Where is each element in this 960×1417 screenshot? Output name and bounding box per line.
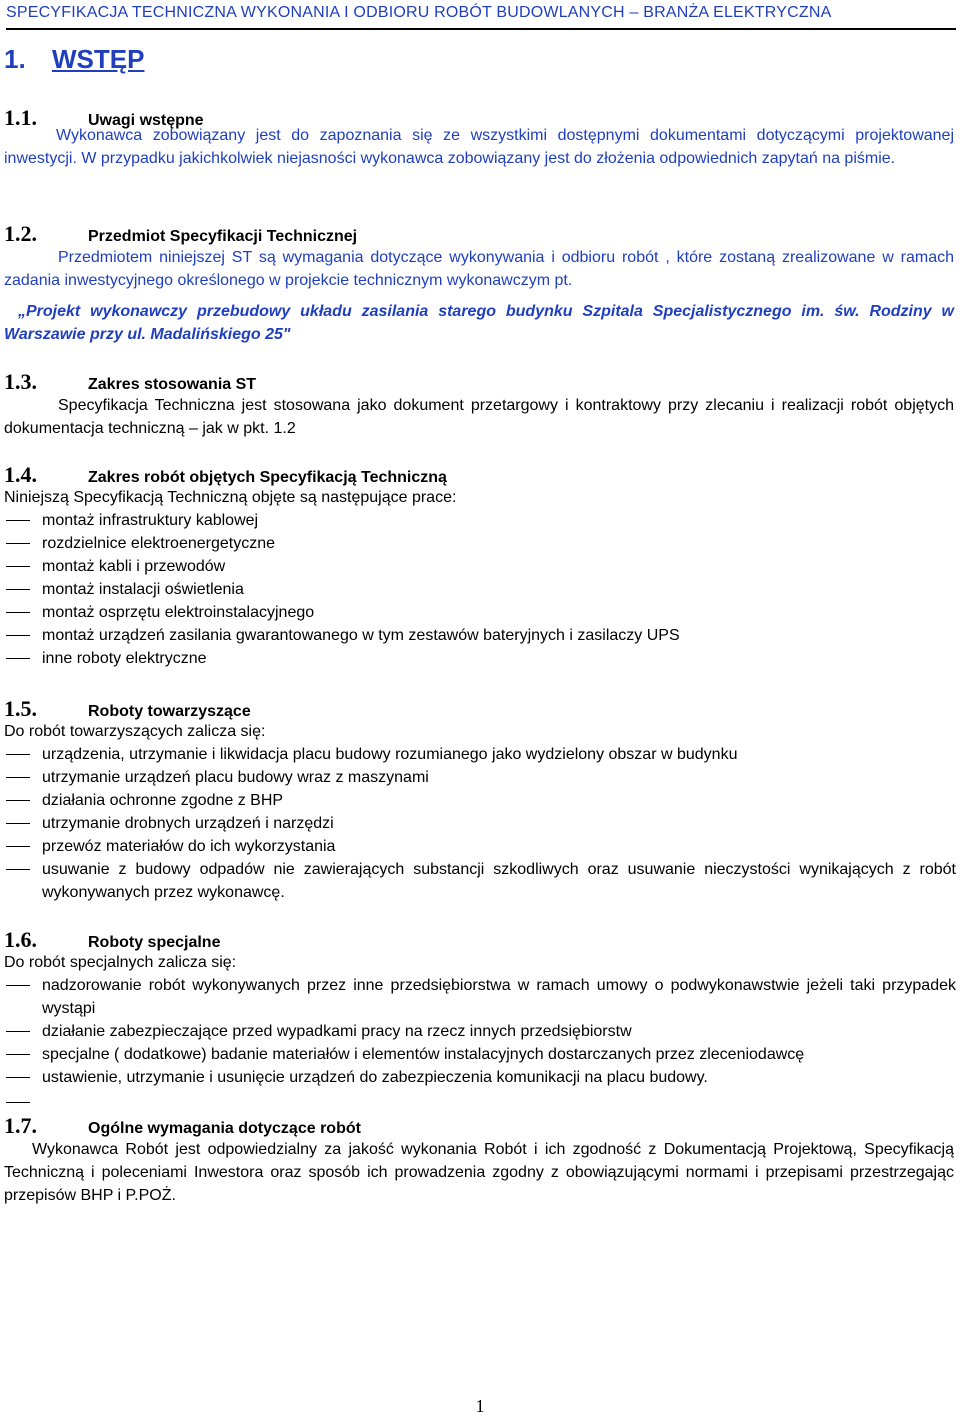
dash-bullet <box>6 566 30 567</box>
dash-bullet <box>6 985 30 986</box>
list-item: montaż urządzeń zasilania gwarantowanego w tym zestawów bateryjnych i zasilaczy UPS <box>0 624 956 647</box>
section-title: Ogólne wymagania dotyczące robót <box>88 1120 361 1137</box>
section-number: 1.3. <box>4 369 37 394</box>
list-item: montaż instalacji oświetlenia <box>0 578 956 601</box>
section-number: 1.5. <box>4 696 37 721</box>
chapter-heading <box>4 44 144 74</box>
list-1-5 <box>0 743 956 904</box>
list-item: montaż infrastruktury kablowej <box>0 509 956 532</box>
list-item: działanie zabezpieczające przed wypadkami pracy na rzecz innych przedsiębiorstw <box>0 1020 956 1043</box>
list-item: utrzymanie drobnych urządzeń i narzędzi <box>0 812 956 835</box>
section-paragraph-1-2: Przedmiotem niniejszej ST są wymagania dotyczące wykonywania i odbioru robót , które zostaną zrealizowane w ramach zadania inwestycyjnego określonego w projekcie technicznym wykonawczym pt. <box>4 249 954 289</box>
list-item: działania ochronne zgodne z BHP <box>0 789 956 812</box>
list-item: usuwanie z budowy odpadów nie zawierających substancji szkodliwych oraz usuwanie nieczystości wynikających z robót wykonywanych przez wykonawcę. <box>0 858 956 904</box>
section-paragraph-1-7: Wykonawca Robót jest odpowiedzialny za jakość wykonania Robót i ich zgodność z Dokumentacją Projektową, Specyfikacją Techniczną i poleceniami Inwestora oraz sposób ich prowadzenia zgodny z obowiązującymi normami i przepisami przestrzegając przepisów BHP i P.POŻ. <box>4 1141 954 1204</box>
section-paragraph-1-1: Wykonawca zobowiązany jest do zapoznania się ze wszystkimi dostępnymi dokumentami dotyczącymi projektowanej inwestycji. W przypadku jakichkolwiek niejasności wykonawca zobowiązany jest do złożenia odpowiednich zapytań na piśmie. <box>4 127 954 167</box>
dash-bullet <box>6 543 30 544</box>
dash-bullet <box>6 846 30 847</box>
section-title: Uwagi wstępne <box>88 112 204 129</box>
dash-bullet <box>6 589 30 590</box>
section-title: Zakres stosowania ST <box>88 376 257 393</box>
list-1-6 <box>0 974 956 1089</box>
section-number: 1.7. <box>4 1113 37 1138</box>
dash-bullet <box>6 635 30 636</box>
section-intro-1-4: Niniejszą Specyfikacją Techniczną objęte są następujące prace: <box>4 489 457 506</box>
dash-bullet <box>6 520 30 521</box>
list-item: ustawienie, utrzymanie i usunięcie urządzeń do zabezpieczenia komunikacji na placu budowy. <box>0 1066 956 1089</box>
dash-bullet <box>6 823 30 824</box>
list-item: przewóz materiałów do ich wykorzystania <box>0 835 956 858</box>
section-heading-1-2 <box>4 222 357 249</box>
section-number: 1.4. <box>4 462 37 487</box>
dash-bullet <box>6 777 30 778</box>
dash-bullet <box>6 612 30 613</box>
project-title: „Projekt wykonawczy przebudowy układu zasilania starego budynku Szpitala Specjalistycznego im. św. Rodziny w Warszawie przy ul. Madalińskiego 25" <box>4 303 954 343</box>
chapter-title: WSTĘP <box>52 44 145 74</box>
section-title: Roboty towarzyszące <box>88 703 251 720</box>
section-number: 1.1. <box>4 105 37 130</box>
list-item: urządzenia, utrzymanie i likwidacja placu budowy rozumianego jako wydzielony obszar w budynku <box>0 743 956 766</box>
empty-dash-bullet <box>6 1102 30 1103</box>
dash-bullet <box>6 754 30 755</box>
chapter-number: 1. <box>4 44 26 74</box>
list-item: montaż kabli i przewodów <box>0 555 956 578</box>
list-item: rozdzielnice elektroenergetyczne <box>0 532 956 555</box>
section-heading-1-3 <box>4 370 256 397</box>
list-1-4 <box>0 509 956 670</box>
list-item: inne roboty elektryczne <box>0 647 956 670</box>
dash-bullet <box>6 869 30 870</box>
list-item: utrzymanie urządzeń placu budowy wraz z maszynami <box>0 766 956 789</box>
page-number: 1 <box>475 1396 485 1416</box>
dash-bullet <box>6 658 30 659</box>
section-title: Roboty specjalne <box>88 934 221 951</box>
dash-bullet <box>6 1054 30 1055</box>
section-paragraph-1-3: Specyfikacja Techniczna jest stosowana jako dokument przetargowy i kontraktowy przy zlecaniu i realizacji robót objętych dokumentacja techniczną – jak w pkt. 1.2 <box>4 397 954 437</box>
section-intro-1-6: Do robót specjalnych zalicza się: <box>4 954 237 971</box>
dash-bullet <box>6 1031 30 1032</box>
section-title: Przedmiot Specyfikacji Technicznej <box>88 228 358 245</box>
running-header: SPECYFIKACJA TECHNICZNA WYKONANIA I ODBIORU ROBÓT BUDOWLANYCH – BRANŻA ELEKTRYCZNA <box>6 4 956 30</box>
section-title: Zakres robót objętych Specyfikacją Techniczną <box>88 469 447 486</box>
list-item: specjalne ( dodatkowe) badanie materiałów i elementów instalacyjnych dostarczanych przez zleceniodawcę <box>0 1043 956 1066</box>
section-number: 1.2. <box>4 221 37 246</box>
section-heading-1-7 <box>4 1114 361 1141</box>
list-item: montaż osprzętu elektroinstalacyjnego <box>0 601 956 624</box>
section-number: 1.6. <box>4 927 37 952</box>
dash-bullet <box>6 1077 30 1078</box>
dash-bullet <box>6 800 30 801</box>
section-intro-1-5: Do robót towarzyszących zalicza się: <box>4 723 266 740</box>
list-item: nadzorowanie robót wykonywanych przez inne przedsiębiorstwa w ramach umowy o podwykonawstwie jeżeli taki przypadek wystąpi <box>0 974 956 1020</box>
